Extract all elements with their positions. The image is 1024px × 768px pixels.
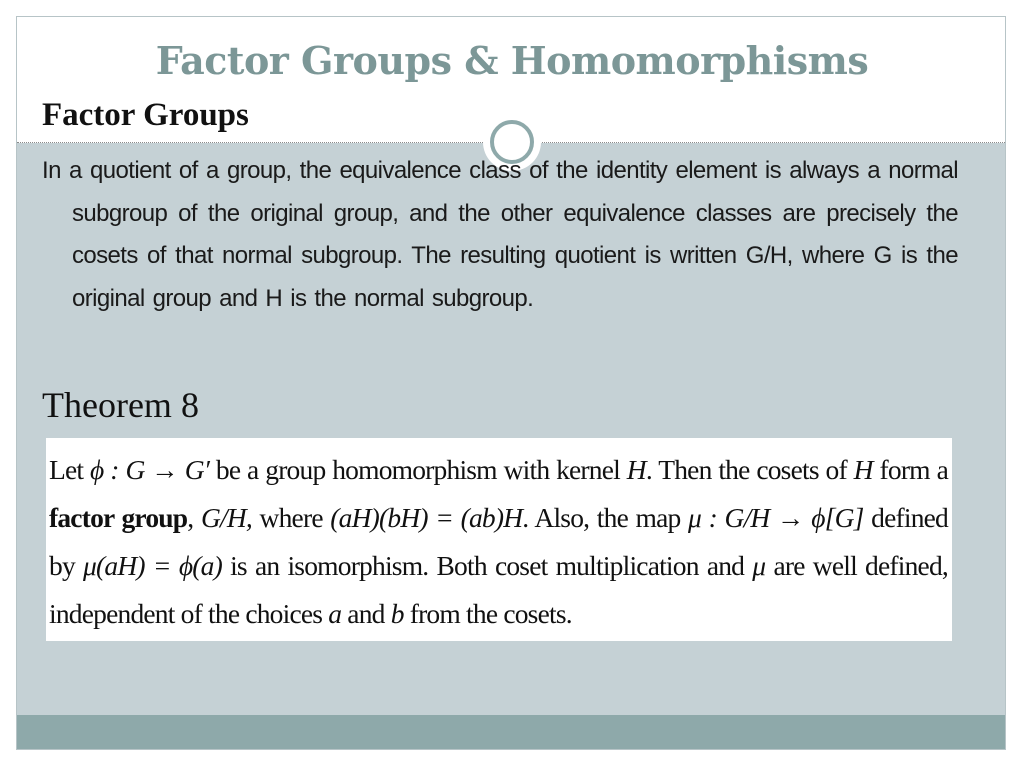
section-heading: Factor Groups (42, 97, 249, 133)
theorem-heading: Theorem 8 (42, 385, 199, 425)
body-paragraph: In a quotient of a group, the equivalence class of the identity element is always a normal subgroup of the original group, and the other equivalence classes are precisely the cosets of that normal subgroup. The resulting quotient is written G/H, where G is the original group and H is the normal subgroup. (42, 157, 958, 312)
theorem-statement: Let ϕ : G → G′ be a group homomorphism with kernel H. Then the cosets of H form a factor group, G/H, where (aH)(bH) = (ab)H. Also, the map μ : G/H → ϕ[G] defined by μ(aH) = ϕ(a) is an isomorphism. Both coset multiplication and μ are well defined, independent of the choices a and b from the cosets. (49, 454, 948, 629)
footer-band (17, 715, 1005, 749)
slide-title: Factor Groups & Homomorphisms (155, 38, 869, 83)
theorem-box (46, 438, 952, 641)
